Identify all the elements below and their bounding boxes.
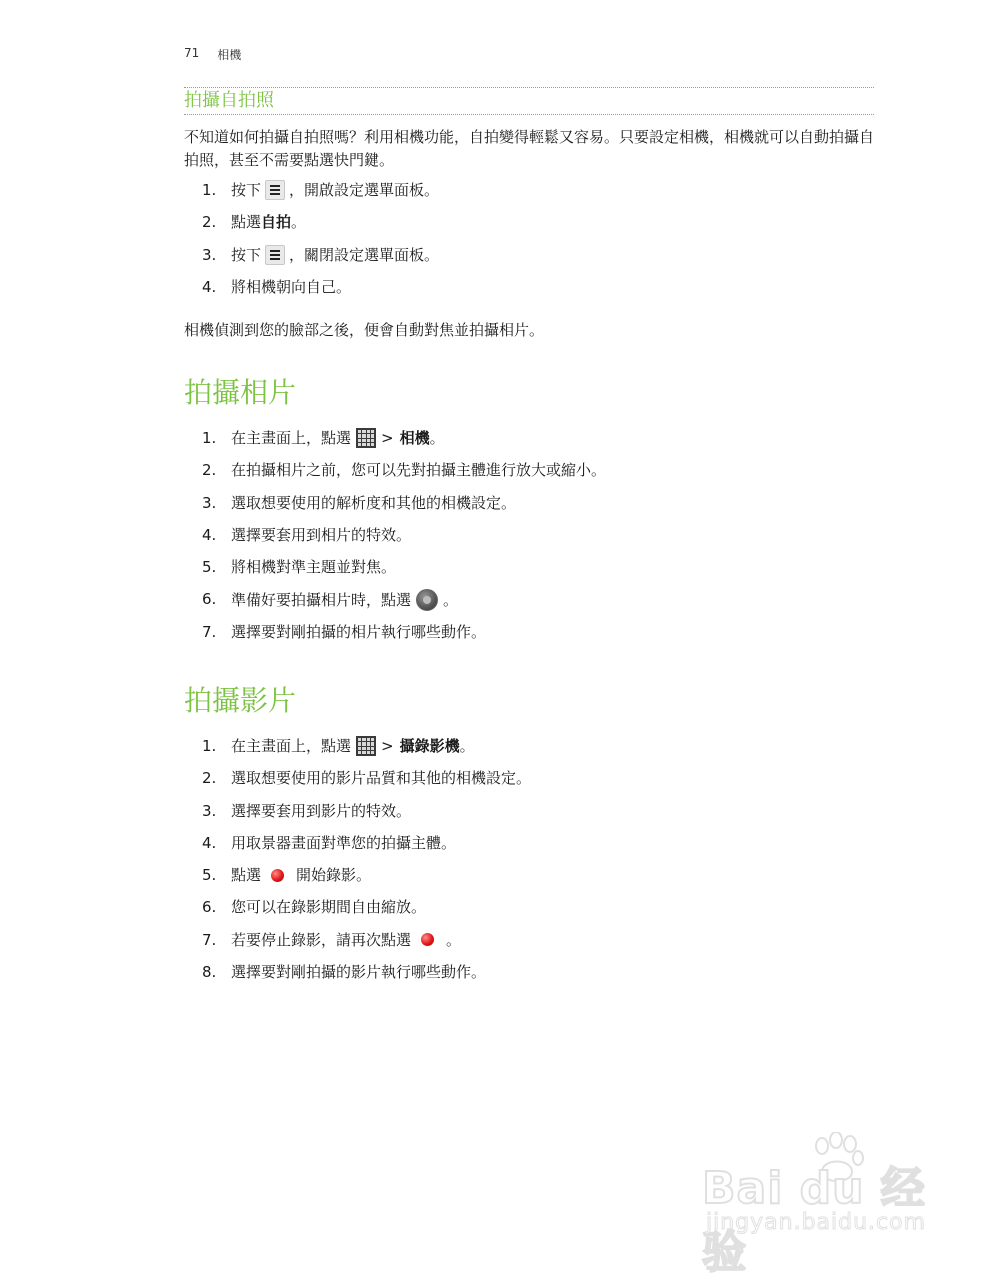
watermark-brand: Bai du 经验	[702, 1163, 926, 1278]
step-text: 。	[446, 930, 462, 949]
list-item	[184, 493, 876, 525]
step-number: 2.	[202, 213, 217, 232]
video-steps	[184, 736, 876, 994]
step-number: 8.	[202, 963, 217, 982]
step-number: 6.	[202, 590, 217, 609]
list-item	[184, 428, 876, 460]
step-text: 選擇要套用到影片的特效。	[231, 801, 412, 820]
step-text: 。	[291, 213, 307, 232]
video-section-title: 拍攝影片	[184, 684, 297, 717]
step-separator: >	[381, 737, 394, 755]
list-item	[184, 801, 876, 833]
step-number: 5.	[202, 866, 217, 885]
step-text: 選擇要套用到相片的特效。	[231, 525, 412, 544]
list-item	[184, 557, 876, 589]
list-item	[184, 736, 876, 768]
step-number: 7.	[202, 622, 217, 641]
step-number: 3.	[202, 801, 217, 820]
list-item	[184, 897, 876, 929]
step-separator: >	[381, 429, 394, 447]
list-item	[184, 212, 876, 244]
watermark-url: jingyan.baidu.com	[706, 1210, 927, 1235]
list-item	[184, 865, 876, 897]
step-number: 4.	[202, 525, 217, 544]
step-text: 。	[443, 591, 459, 610]
step-text: 準備好要拍攝相片時，點選	[231, 591, 412, 610]
list-item	[184, 589, 876, 621]
chapter-title: 相機	[217, 48, 242, 62]
menu-icon	[265, 245, 285, 265]
step-text: 點選	[231, 866, 262, 885]
record-button-icon	[271, 869, 284, 882]
photo-steps	[184, 428, 876, 654]
step-text: 點選	[231, 213, 262, 232]
step-number: 5.	[202, 558, 217, 577]
step-text: 將相機對準主題並對焦。	[231, 558, 397, 577]
list-item	[184, 962, 876, 994]
selfie-heading: 拍攝自拍照	[184, 90, 274, 111]
all-apps-grid-icon	[356, 736, 376, 756]
step-number: 4.	[202, 277, 217, 296]
step-bold-term: 相機	[399, 429, 430, 447]
step-text: 您可以在錄影期間自由縮放。	[231, 898, 427, 917]
selfie-heading-box	[184, 87, 874, 115]
step-text: 若要停止錄影，請再次點選	[231, 930, 412, 949]
list-item	[184, 768, 876, 800]
step-number: 3.	[202, 245, 217, 264]
page-number: 71	[184, 46, 200, 60]
step-text: 按下	[231, 181, 262, 199]
step-number: 1.	[202, 181, 217, 199]
camera-shutter-icon	[416, 589, 438, 611]
step-number: 4.	[202, 833, 217, 852]
step-text: 。	[459, 737, 475, 755]
step-number: 1.	[202, 737, 217, 755]
step-text: 選取想要使用的解析度和其他的相機設定。	[231, 493, 517, 512]
step-text: 按下	[231, 245, 262, 264]
step-number: 2.	[202, 461, 217, 480]
step-text: 。	[429, 429, 445, 447]
list-item	[184, 833, 876, 865]
list-item	[184, 180, 876, 212]
menu-icon	[265, 180, 285, 200]
list-item	[184, 460, 876, 492]
step-text: 用取景器畫面對準您的拍攝主體。	[231, 833, 457, 852]
list-item	[184, 245, 876, 277]
step-text: ，關閉設定選單面板。	[289, 245, 440, 264]
selfie-steps	[184, 180, 876, 309]
selfie-outro: 相機偵測到您的臉部之後，便會自動對焦並拍攝相片。	[184, 321, 545, 339]
step-text: 選取想要使用的影片品質和其他的相機設定。	[231, 769, 532, 788]
step-number: 2.	[202, 769, 217, 788]
selfie-intro: 不知道如何拍攝自拍照嗎？利用相機功能，自拍變得輕鬆又容易。只要設定相機，相機就可以自動拍攝自拍照，甚至不需要點選快門鍵。	[184, 128, 875, 169]
baidu-watermark	[700, 1130, 940, 1278]
step-number: 6.	[202, 898, 217, 917]
step-bold-term: 攝錄影機	[399, 737, 460, 755]
step-number: 1.	[202, 429, 217, 447]
step-number: 7.	[202, 930, 217, 949]
all-apps-grid-icon	[356, 428, 376, 448]
step-number: 3.	[202, 493, 217, 512]
step-text: 在拍攝相片之前，您可以先對拍攝主體進行放大或縮小。	[231, 461, 607, 480]
list-item	[184, 525, 876, 557]
list-item	[184, 622, 876, 654]
list-item	[184, 277, 876, 309]
step-text: 在主畫面上，點選	[231, 737, 352, 755]
step-bold-term: 自拍	[261, 213, 292, 232]
step-text: 將相機朝向自己。	[231, 277, 352, 296]
step-text: ，開啟設定選單面板。	[289, 181, 440, 199]
list-item	[184, 930, 876, 962]
photo-section-title: 拍攝相片	[184, 376, 297, 409]
page-header	[184, 46, 241, 63]
step-text: 選擇要對剛拍攝的影片執行哪些動作。	[231, 963, 487, 982]
record-button-icon	[421, 933, 434, 946]
step-text: 開始錄影。	[296, 866, 372, 885]
step-text: 選擇要對剛拍攝的相片執行哪些動作。	[231, 622, 487, 641]
step-text: 在主畫面上，點選	[231, 429, 352, 447]
